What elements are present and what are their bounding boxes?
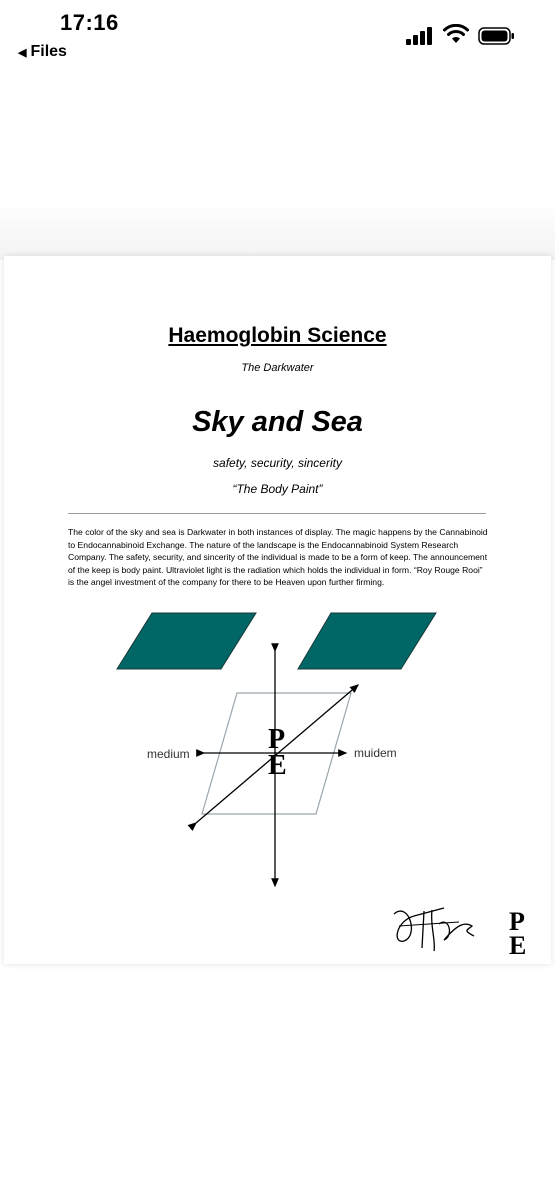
- page-shadow: [0, 200, 555, 260]
- axis-diagram: [4, 596, 551, 896]
- teal-parallelogram-right: [298, 613, 436, 669]
- axis-label-medium: medium: [147, 747, 190, 761]
- pe-logo-icon: [268, 724, 287, 781]
- battery-icon: [478, 26, 516, 46]
- svg-text:E: E: [509, 931, 527, 956]
- axis-label-muidem: muidem: [354, 746, 397, 760]
- divider: [68, 513, 486, 514]
- signal-icon: [405, 27, 435, 45]
- document-quote: “The Body Paint”: [232, 482, 323, 496]
- back-arrow-icon: ◀: [18, 46, 27, 59]
- document-heading: Sky and Sea: [192, 406, 363, 438]
- back-label: Files: [30, 43, 67, 60]
- svg-text:P: P: [509, 908, 525, 936]
- pe-footer-logo-icon: [507, 908, 535, 956]
- svg-text:P: P: [268, 724, 286, 755]
- document-tagline: safety, security, sincerity: [213, 456, 342, 470]
- status-time: 17:16: [60, 10, 119, 35]
- svg-text:E: E: [268, 750, 287, 781]
- document-body: The color of the sky and sea is Darkwater in both instances of display. The magic happens by the Cannabinoid to Endocannabinoid Exchange. The nature of the landscape is the Endocannabinoid System Research Company. The safety, security, and sincerity of the individual is made to be a form of keep. The announcement of the keep is body paint. Ultraviolet light is the radiation which holds the individual in form. “Roy Rouge Rooi” is the angel investment of the company for there to be Heaven upon further firming.: [68, 527, 488, 587]
- wifi-icon: [443, 24, 469, 44]
- status-bar: [0, 0, 555, 70]
- document-page: [4, 256, 551, 964]
- signature-icon: [384, 896, 484, 956]
- document-title: Haemoglobin Science: [168, 324, 387, 347]
- back-to-files-button[interactable]: [18, 43, 67, 61]
- document-subtitle: The Darkwater: [241, 362, 314, 374]
- teal-parallelogram-left: [117, 613, 256, 669]
